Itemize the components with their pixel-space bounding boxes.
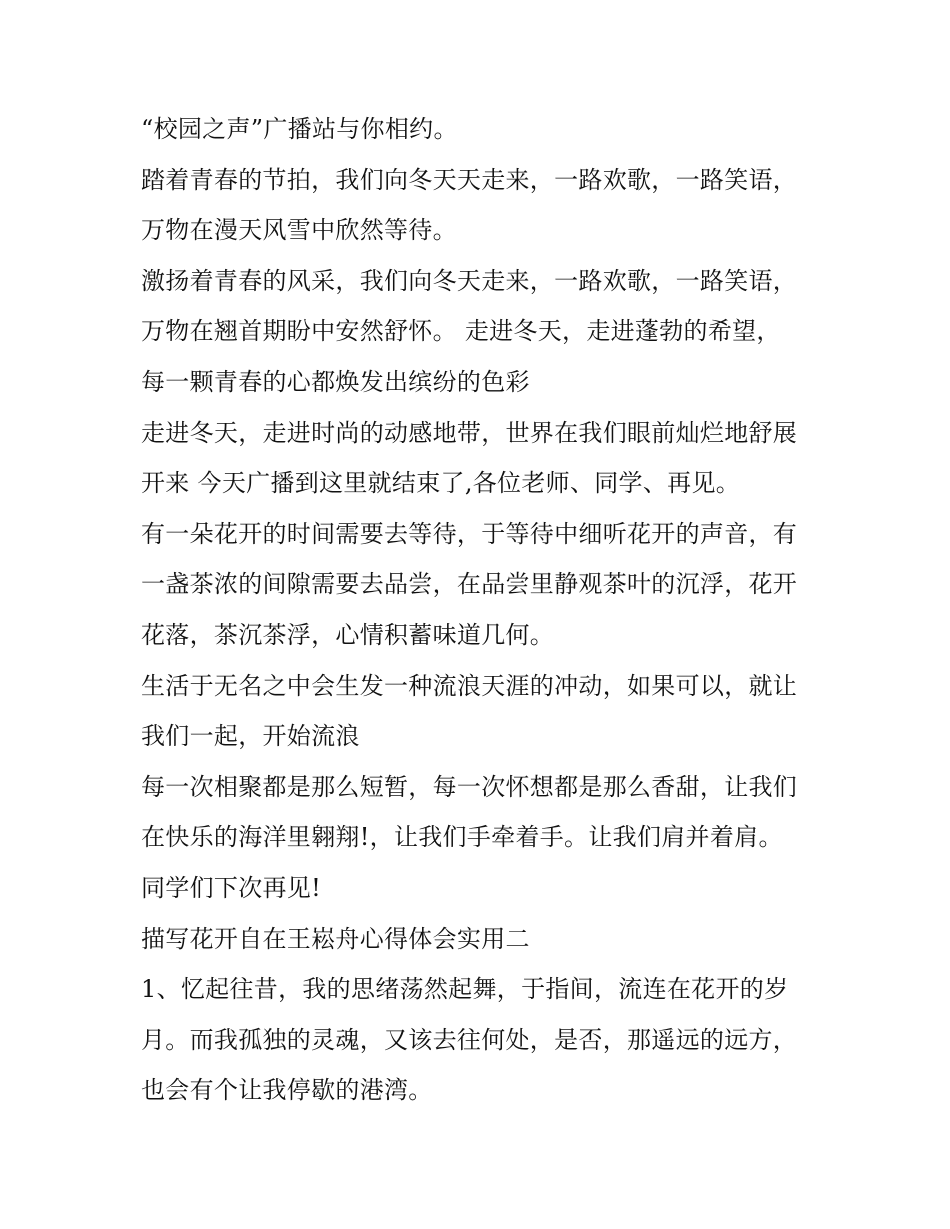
text-line: 1、忆起往昔，我的思绪荡然起舞，于指间，流连在花开的岁 — [141, 975, 789, 1004]
text-line: 有一朵花开的时间需要去等待，于等待中细听花开的声音，有 — [141, 519, 798, 548]
text-line: 同学们下次再见! — [141, 873, 322, 902]
text-line: 踏着青春的节拍，我们向冬天天走来，一路欢歌，一路笑语， — [141, 165, 798, 194]
text-line: 一盏茶浓的间隙需要去品尝，在品尝里静观茶叶的沉浮，花开 — [141, 570, 798, 599]
document-body — [141, 104, 821, 1116]
text-line: 激扬着青春的风采，我们向冬天走来，一路欢歌，一路笑语， — [141, 266, 798, 295]
text-line: 走进冬天，走进时尚的动感地带，世界在我们眼前灿烂地舒展 — [141, 418, 798, 447]
text-line: “校园之声”广播站与你相约。 — [141, 115, 458, 143]
text-line: 也会有个让我停歇的港湾。 — [141, 1076, 433, 1105]
text-line: 万物在漫天风雪中欣然等待。 — [141, 216, 457, 245]
section-heading: 描写花开自在王崧舟心得体会实用二 — [141, 924, 530, 953]
text-line: 花落，茶沉茶浮，心情积蓄味道几何。 — [141, 620, 555, 649]
text-line: 在快乐的海洋里翱翔!，让我们手牵着手。让我们肩并着肩。 — [141, 823, 783, 852]
text-line: 每一次相聚都是那么短暂，每一次怀想都是那么香甜，让我们 — [141, 772, 798, 801]
text-line: 我们一起，开始流浪 — [141, 722, 360, 751]
text-line: 月。而我孤独的灵魂，又该去往何处，是否，那遥远的远方， — [141, 1025, 798, 1054]
text-line: 开来 今天广播到这里就结束了,各位老师、同学、再见。 — [141, 469, 741, 498]
text-line: 每一颗青春的心都焕发出缤纷的色彩 — [141, 367, 530, 396]
text-line: 生活于无名之中会生发一种流浪天涯的冲动，如果可以，就让 — [141, 671, 798, 700]
text-line: 万物在翘首期盼中安然舒怀。 走进冬天，走进蓬勃的希望， — [141, 317, 781, 346]
